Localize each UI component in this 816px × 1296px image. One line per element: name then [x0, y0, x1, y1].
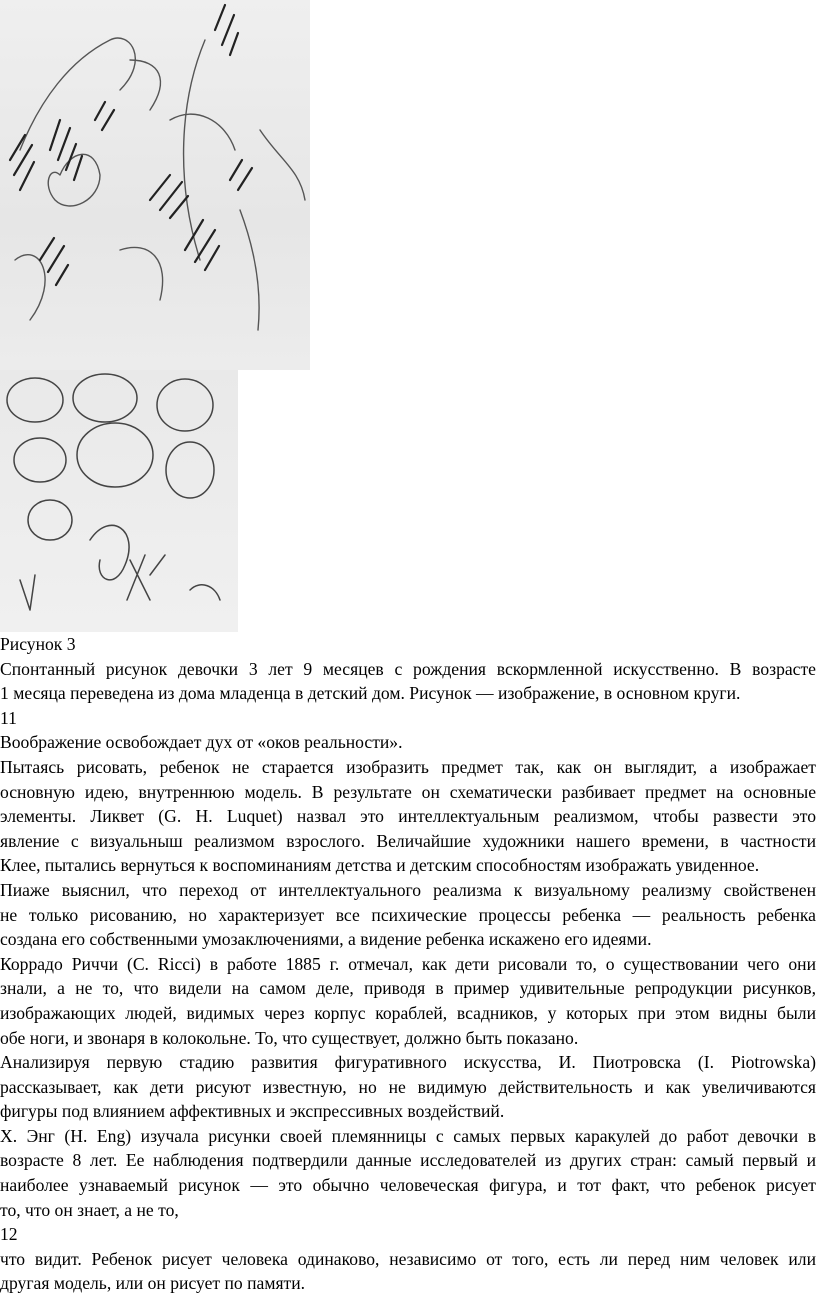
paragraph-line: создана его собственными умозаключениями, а видение ребенка искажено его идеями. [0, 929, 652, 950]
paragraph-line: то, что он знает, а не то, [0, 1199, 179, 1220]
paragraph-line: основную идею, внутреннюю модель. В результате он схематически разбивает предмет на основные [0, 781, 816, 802]
figure-description: Спонтанный рисунок девочки 3 лет 9 месяцев с рождения вскормленной искусственно. В возрасте [0, 658, 816, 679]
paragraph-line: явление с визуальныш реализмом взрослого. Величайшие художники нашего времени, в частности [0, 830, 816, 851]
paragraph-line: не только рисованию, но характеризует все психические процессы ребенка — реальность ребенка [0, 904, 816, 925]
paragraph-line: наиболее узнаваемый рисунок — это обычно человеческая фигура, и тот факт, что ребенок рисует [0, 1175, 816, 1196]
paragraph-line: возрасте 8 лет. Ее наблюдения подтвердили данные исследователей из других стран: самый первый и [0, 1150, 816, 1171]
paragraph-line: Воображение освобождает дух от «оков реальности». [0, 732, 403, 753]
page-number: 11 [0, 707, 17, 728]
paragraph-line: знали, а не то, что видели на самом деле, приводя в пример удивительные репродукции рисунков, [0, 978, 816, 999]
paragraph-line: обе ноги, и звонаря в колокольне. То, что существует, должно быть показано. [0, 1027, 579, 1048]
paragraph-line: Коррадо Риччи (C. Ricci) в работе 1885 г. отмечал, как дети рисовали то, о существовании чего они [0, 953, 816, 974]
paragraph-line: Х. Энг (H. Eng) изучала рисунки своей племянницы с самых первых каракулей до работ девочки в [0, 1125, 816, 1146]
paragraph-line: Клее, пытались вернуться к воспоминаниям детства и детским способностям изображать увиденное. [0, 855, 760, 876]
document-text [0, 632, 816, 1296]
paragraph-line: Анализируя первую стадию развития фигуративного искусства, И. Пиотровска (I. Piotrowska) [0, 1052, 816, 1073]
paragraph-line: рассказывает, как дети рисуют известную, но не видимую действительность и как увеличиваются [0, 1076, 816, 1097]
page-number: 12 [0, 1224, 18, 1245]
figure-description-continued: 1 месяца переведена из дома младенца в детский дом. Рисунок — изображение, в основном круги. [0, 683, 741, 704]
figure-caption: Рисунок 3 [0, 634, 76, 654]
child-drawing-sketch [0, 0, 310, 632]
paragraph-line: Пытаясь рисовать, ребенок не старается изобразить предмет так, как он выглядит, а изображает [0, 756, 816, 777]
paragraph-line: фигуры под влиянием аффективных и экспрессивных воздействий. [0, 1101, 505, 1122]
figure-drawing [0, 0, 310, 632]
paragraph-line: элементы. Ликвет (G. H. Luquet) назвал это интеллектуальным реализмом, чтобы развести это [0, 806, 816, 827]
paragraph-line: Пиаже выяснил, что переход от интеллектуального реализма к визуальному реализму свойственен [0, 879, 816, 900]
paragraph-line: что видит. Ребенок рисует человека одинаково, независимо от того, есть ли перед ним человек или [0, 1248, 816, 1269]
paragraph-line: другая модель, или он рисует по памяти. [0, 1273, 306, 1294]
paragraph-line: изображающих людей, видимых через корпус кораблей, всадников, у которых при этом видны были [0, 1002, 816, 1023]
